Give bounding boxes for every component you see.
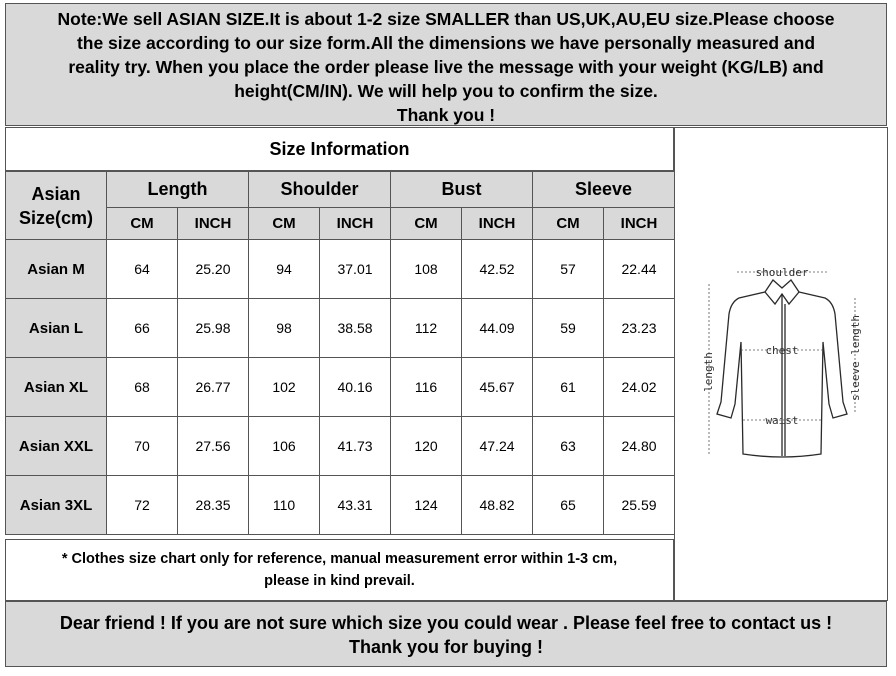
table-cell: 116 xyxy=(391,358,462,417)
table-cell: 110 xyxy=(249,476,320,535)
table-cell: 112 xyxy=(391,299,462,358)
shirt-measurement-diagram xyxy=(693,262,871,472)
table-cell: 41.73 xyxy=(320,417,391,476)
note-line: the size according to our size form.All the dimensions we have personally measured and xyxy=(76,33,816,53)
table-cell: 37.01 xyxy=(320,240,391,299)
table-cell: 68 xyxy=(107,358,178,417)
table-cell: 70 xyxy=(107,417,178,476)
table-cell: 106 xyxy=(249,417,320,476)
table-cell: 45.67 xyxy=(462,358,533,417)
sleeve-length-label: sleeve length xyxy=(849,314,862,402)
table-cell: 120 xyxy=(391,417,462,476)
note-line: height(CM/IN). We will help you to confirm the size. xyxy=(234,81,658,101)
group-header-length: Length xyxy=(107,172,249,208)
table-cell: 25.98 xyxy=(178,299,249,358)
note-banner xyxy=(5,3,887,126)
row-size-label: Asian M xyxy=(6,240,107,299)
table-cell: 66 xyxy=(107,299,178,358)
table-cell: 25.59 xyxy=(604,476,675,535)
table-cell: 24.02 xyxy=(604,358,675,417)
contact-line: Dear friend ! If you are not sure which size you could wear . Please feel free to contact us ! xyxy=(59,613,833,633)
size-section xyxy=(5,127,889,601)
unit-header: INCH xyxy=(604,208,675,240)
note-line: reality try. When you place the order please live the message with your weight (KG/LB) and xyxy=(68,57,824,77)
table-cell: 25.20 xyxy=(178,240,249,299)
table-row xyxy=(6,476,675,535)
size-table xyxy=(5,171,675,535)
table-cell: 108 xyxy=(391,240,462,299)
table-cell: 43.31 xyxy=(320,476,391,535)
shoulder-label: shoulder xyxy=(755,266,809,279)
table-cell: 61 xyxy=(533,358,604,417)
table-cell: 23.23 xyxy=(604,299,675,358)
footnote-line: * Clothes size chart only for reference, manual measurement error within 1-3 cm, xyxy=(61,551,618,567)
table-cell: 38.58 xyxy=(320,299,391,358)
table-cell: 59 xyxy=(533,299,604,358)
table-row xyxy=(6,240,675,299)
size-chart xyxy=(5,3,889,671)
unit-header: CM xyxy=(391,208,462,240)
table-cell: 42.52 xyxy=(462,240,533,299)
group-header-bust: Bust xyxy=(391,172,533,208)
group-header-sleeve: Sleeve xyxy=(533,172,675,208)
table-cell: 24.80 xyxy=(604,417,675,476)
note-line: Thank you ! xyxy=(396,105,496,125)
corner-header: Asian Size(cm) xyxy=(6,172,107,240)
unit-header: INCH xyxy=(178,208,249,240)
note-line: Note:We sell ASIAN SIZE.It is about 1-2 size SMALLER than US,UK,AU,EU size.Please choose xyxy=(57,9,835,29)
footnote-line: please in kind prevail. xyxy=(264,573,415,589)
contact-banner xyxy=(5,601,887,667)
table-cell: 47.24 xyxy=(462,417,533,476)
unit-header: CM xyxy=(249,208,320,240)
table-cell: 65 xyxy=(533,476,604,535)
unit-header: CM xyxy=(533,208,604,240)
table-cell: 72 xyxy=(107,476,178,535)
row-size-label: Asian XXL xyxy=(6,417,107,476)
table-cell: 124 xyxy=(391,476,462,535)
group-header-row xyxy=(6,172,675,208)
table-cell: 27.56 xyxy=(178,417,249,476)
table-cell: 44.09 xyxy=(462,299,533,358)
table-cell: 63 xyxy=(533,417,604,476)
size-information-title: Size Information xyxy=(5,127,674,171)
shirt-diagram-panel xyxy=(674,127,888,601)
table-cell: 28.35 xyxy=(178,476,249,535)
unit-header: CM xyxy=(107,208,178,240)
row-size-label: Asian XL xyxy=(6,358,107,417)
table-cell: 40.16 xyxy=(320,358,391,417)
table-cell: 57 xyxy=(533,240,604,299)
unit-header: INCH xyxy=(320,208,391,240)
row-size-label: Asian L xyxy=(6,299,107,358)
table-row xyxy=(6,299,675,358)
table-cell: 22.44 xyxy=(604,240,675,299)
table-cell: 48.82 xyxy=(462,476,533,535)
row-size-label: Asian 3XL xyxy=(6,476,107,535)
table-cell: 64 xyxy=(107,240,178,299)
contact-line: Thank you for buying ! xyxy=(349,637,543,657)
table-row xyxy=(6,417,675,476)
table-cell: 26.77 xyxy=(178,358,249,417)
unit-header: INCH xyxy=(462,208,533,240)
table-cell: 102 xyxy=(249,358,320,417)
table-cell: 94 xyxy=(249,240,320,299)
measurement-footnote xyxy=(5,539,674,601)
waist-label: waist xyxy=(765,414,799,427)
table-cell: 98 xyxy=(249,299,320,358)
table-row xyxy=(6,358,675,417)
length-label: length xyxy=(702,352,715,392)
group-header-shoulder: Shoulder xyxy=(249,172,391,208)
unit-header-row xyxy=(6,208,675,240)
chest-label: chest xyxy=(765,344,799,357)
